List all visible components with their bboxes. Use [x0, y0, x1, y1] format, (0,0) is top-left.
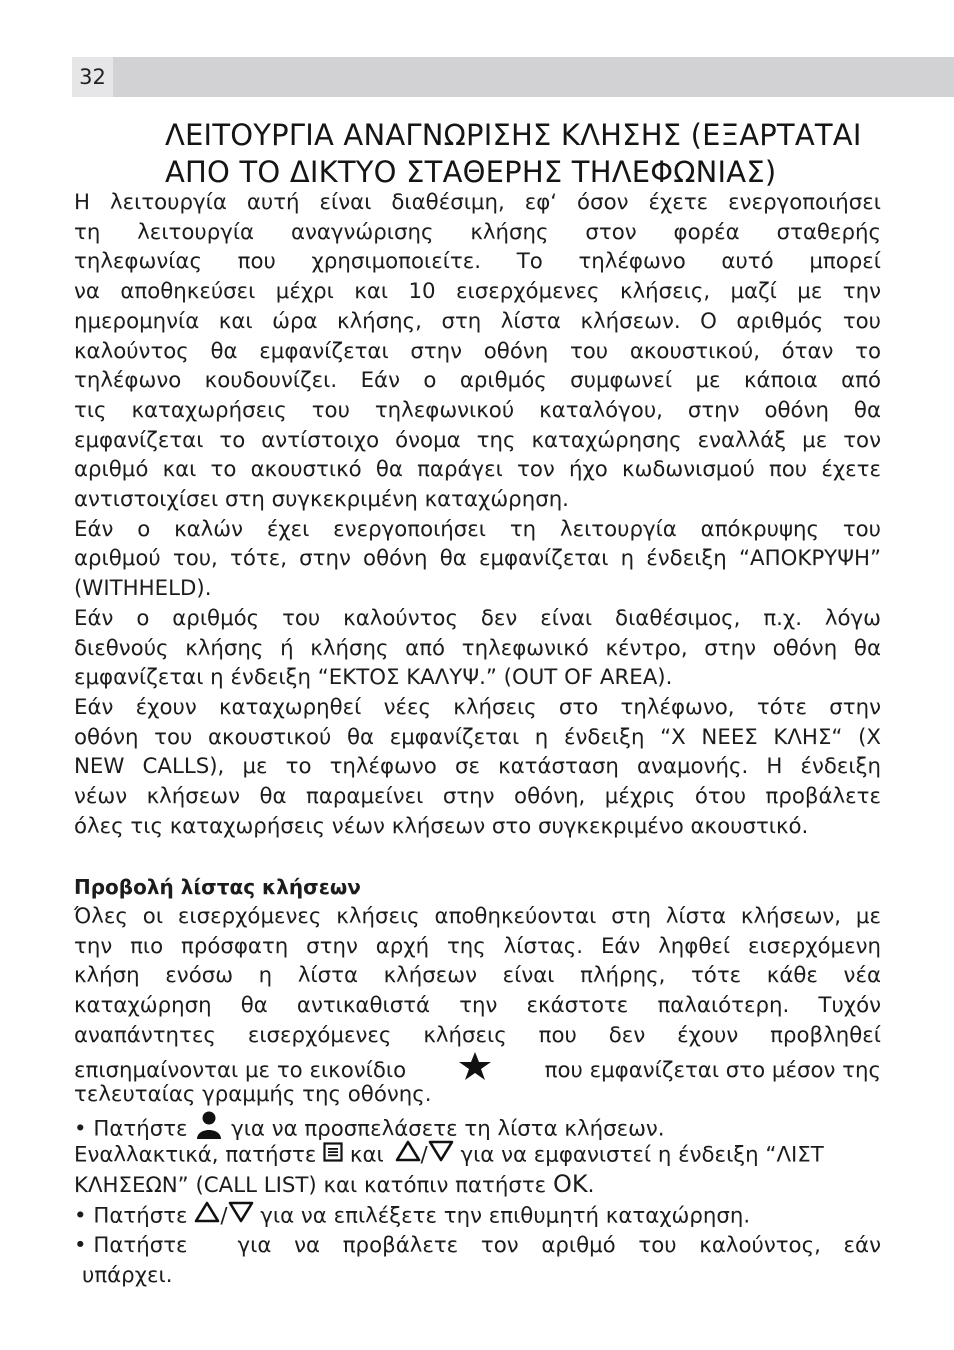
header-bar — [72, 57, 954, 97]
bullet-text: για να επιλέξετε την επιθυμητή καταχώρηση. — [260, 1203, 751, 1229]
alt-text: και — [349, 1142, 384, 1168]
text-line: (WITHHELD). — [74, 576, 212, 602]
bullet-continuation — [74, 1261, 881, 1291]
text-line: αριθμό και το ακουστικό θα παράγει τον ήχο κωδωνισμού που έχετε — [74, 457, 881, 483]
text-line: οθόνη του ακουστικού θα εμφανίζεται η ένδειξη “X ΝΕΕΣ ΚΛΗΣ“ (X — [74, 724, 881, 750]
text-line: διεθνούς κλήσης ή κλήσης από τηλεφωνικό κέντρο, στην οθόνη θα — [74, 635, 881, 661]
page-number: 32 — [72, 57, 113, 97]
text-line: Εάν ο αριθμός του καλούντος δεν είναι διαθέσιμος, π.χ. λόγω — [74, 605, 881, 631]
alt-text: για να εμφανιστεί η ένδειξη “ΛΙΣΤ — [460, 1142, 824, 1168]
bullet-text: • Πατήστε — [74, 1233, 188, 1258]
slash: / — [420, 1142, 428, 1168]
text-line: τηλεφωνίας που χρησιμοποιείτε. Το τηλέφωνο αυτό μπορεί — [74, 249, 881, 275]
alt-text: . — [587, 1173, 595, 1198]
menu-icon — [323, 1141, 343, 1171]
text-line: όλες τις καταχωρήσεις νέων κλήσεων στο συγκεκριμένο ακουστικό. — [74, 813, 809, 839]
title-line: ΛΕΙΤΟΥΡΓΙΑ ΑΝΑΓΝΩΡΙΣΗΣ ΚΛΗΣΗΣ (ΕΞΑΡΤΑΤΑΙ — [165, 118, 862, 152]
intro-text — [74, 188, 881, 841]
alt-text: ΚΛΗΣΕΩΝ” (CALL LIST) και κατόπιν πατήστε — [74, 1173, 547, 1198]
text-line: τηλέφωνο κουδουνίζει. Εάν ο αριθμός συμφωνεί με κάποια από — [74, 368, 881, 394]
bullet-text: • Πατήστε — [74, 1203, 188, 1229]
bullet-text: • Πατήστε — [74, 1116, 188, 1142]
down-arrow-icon — [228, 1201, 254, 1232]
section-text — [74, 902, 881, 1051]
title-line: ΑΠΟ ΤΟ ΔΙΚΤΥΟ ΣΤΑΘΕΡΗΣ ΤΗΛΕΦΩΝΙΑΣ) — [165, 155, 777, 189]
text-line: ημερομηνία και ώρα κλήσης, στη λίστα κλήσεων. Ο αριθμός του — [74, 308, 881, 334]
section-title: Προβολή λίστας κλήσεων — [74, 875, 361, 899]
text-line: αριθμού του, τότε, στην οθόνη θα εμφανίζεται η ένδειξη “ΑΠΟΚΡΥΨΗ” — [74, 546, 881, 572]
text-line: τις καταχωρήσεις του τηλεφωνικού καταλόγου, στην οθόνη θα — [74, 397, 881, 423]
text-line: την πιο πρόσφατη στην αρχή της λίστας. Εάν ληφθεί εισερχόμενη — [74, 933, 881, 959]
text-line: εμφανίζεται το αντίστοιχο όνομα της καταχώρησης εναλλάξ με τον — [74, 427, 881, 453]
text-line: εμφανίζεται η ένδειξη “ΕΚΤΟΣ ΚΑΛΥΨ.” (OUT OF AREA). — [74, 665, 673, 691]
down-arrow-icon — [428, 1140, 454, 1171]
bullet-text: υπάρχει. — [82, 1263, 173, 1288]
ok-key: OK — [552, 1170, 588, 1198]
star-line-before: επισημαίνονται με το εικονίδιο — [74, 1057, 407, 1083]
text-line: κλήση ενόσω η λίστα κλήσεων είναι πλήρης, τότε κάθε νέα — [74, 963, 881, 989]
alt-text: Εναλλακτικά, πατήστε — [74, 1142, 317, 1168]
text-line: NEW CALLS), με το τηλέφωνο σε κατάσταση αναμονής. Η ένδειξη — [74, 754, 881, 780]
text-line: Όλες οι εισερχόμενες κλήσεις αποθηκεύονται στη λίστα κλήσεων, με — [74, 904, 881, 929]
text-line: Εάν ο καλών έχει ενεργοποιήσει τη λειτουργία απόκρυψης του — [74, 516, 881, 542]
text-line: αναπάντητες εισερχόμενες κλήσεις που δεν έχουν προβληθεί — [74, 1022, 881, 1048]
text-line: καταχώρηση θα αντικαθιστά την εκάστοτε παλαιότερη. Τυχόν — [74, 993, 881, 1019]
alt-line-2 — [74, 1170, 881, 1201]
text-line: νέων κλήσεων θα παραμείνει στην οθόνη, μέχρις ότου προβάλετε — [74, 784, 881, 810]
text-line: αντιστοιχίσει στη συγκεκριμένη καταχώρηση. — [74, 487, 569, 513]
up-arrow-icon — [194, 1201, 220, 1232]
text-line: Εάν έχουν καταχωρηθεί νέες κλήσεις στο τηλέφωνο, τότε στην — [74, 694, 881, 720]
text-line: να αποθηκεύσει μέχρι και 10 εισερχόμενες κλήσεις, μαζί με την — [74, 279, 881, 305]
bullet-view-number — [74, 1231, 881, 1261]
page-title — [165, 117, 925, 191]
up-arrow-icon — [395, 1140, 421, 1171]
star-line-end: τελευταίας γραμμής της οθόνης. — [74, 1082, 432, 1107]
star-line-after: που εμφανίζεται στο μέσον της — [544, 1057, 881, 1083]
bullet-select — [74, 1201, 881, 1232]
bullet-text: για να προβάλετε τον αριθμό του καλούντος, εάν — [237, 1233, 881, 1258]
slash: / — [220, 1203, 228, 1229]
alt-line — [74, 1140, 881, 1171]
text-line: καλούντος θα εμφανίζεται στην οθόνη του ακουστικού, όταν το — [74, 338, 881, 364]
bullet-text: για να προσπελάσετε τη λίστα κλήσεων. — [231, 1116, 665, 1142]
text-line: τη λειτουργία αναγνώρισης κλήσης στον φορέα σταθερής — [74, 219, 881, 245]
text-line: Η λειτουργία αυτή είναι διαθέσιμη, εφ‘ όσον έχετε ενεργοποιήσει — [74, 190, 881, 215]
